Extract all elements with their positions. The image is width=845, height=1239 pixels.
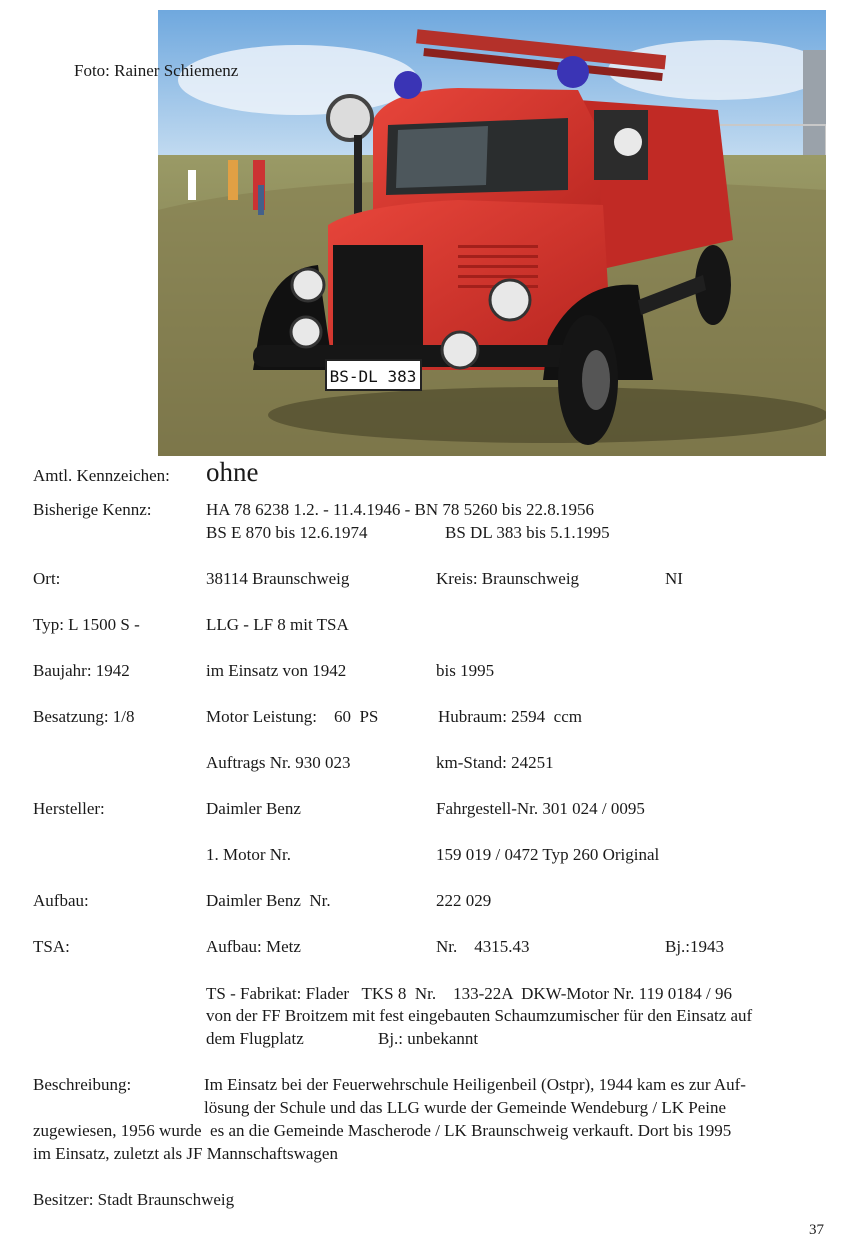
fahrgestell-nr: Fahrgestell-Nr. 301 024 / 0095 [436,799,645,818]
typ-value: LLG - LF 8 mit TSA [206,615,349,634]
einsatz-bis: bis 1995 [436,661,495,680]
typ-label: Typ: L 1500 S - [33,615,140,634]
beschreibung-line1: Im Einsatz bei der Feuerwehrschule Heiligenbeil (Ostpr), 1944 kam es zur Auf- [204,1075,746,1094]
beschreibung-line4: im Einsatz, zuletzt als JF Mannschaftswagen [33,1144,338,1163]
motor-nr-value: 159 019 / 0472 Typ 260 Original [436,845,660,864]
ts-line2: von der FF Broitzem mit fest eingebauten Schaumzumischer für den Einsatz auf [206,1006,753,1025]
land-value: NI [665,569,683,588]
ort-value: 38114 Braunschweig [206,569,350,588]
tsa-label: TSA: [33,937,70,956]
baujahr-label: Baujahr: 1942 [33,661,130,680]
tsa-nr: Nr. 4315.43 [436,937,530,956]
beschreibung-line3: zugewiesen, 1956 wurde es an die Gemeinde Mascherode / LK Braunschweig verkauft. Dort bis 1995 [33,1121,732,1140]
motor-nr-label: 1. Motor Nr. [206,845,291,864]
besitzer: Besitzer: Stadt Braunschweig [33,1190,235,1209]
kennzeichen-label: Amtl. Kennzeichen: [33,466,170,485]
bisherige-label: Bisherige Kennz: [33,500,152,519]
hersteller-value: Daimler Benz [206,799,301,818]
beschreibung-line2: lösung der Schule und das LLG wurde der Gemeinde Wendeburg / LK Peine [204,1098,727,1117]
ts-line1: TS - Fabrikat: Flader TKS 8 Nr. 133-22A DKW-Motor Nr. 119 0184 / 96 [206,984,733,1003]
bisherige-line2b: BS DL 383 bis 5.1.1995 [445,523,610,542]
photo-credit: Foto: Rainer Schiemenz [74,61,239,80]
ts-line3a: dem Flugplatz [206,1029,304,1048]
aufbau-value: Daimler Benz Nr. [206,891,331,910]
einsatz-value: im Einsatz von 1942 [206,661,347,680]
besatzung-label: Besatzung: 1/8 [33,707,135,726]
auftrags-nr: Auftrags Nr. 930 023 [206,753,351,772]
kreis-value: Kreis: Braunschweig [436,569,580,588]
bisherige-line2a: BS E 870 bis 12.6.1974 [206,523,368,542]
beschreibung-label: Beschreibung: [33,1075,132,1094]
ts-line3b: Bj.: unbekannt [378,1029,479,1048]
page-number: 37 [809,1222,824,1238]
license-plate: BS-DL 383 [329,367,417,386]
aufbau-nr: 222 029 [436,891,492,910]
ort-label: Ort: [33,569,61,588]
hersteller-label: Hersteller: [33,799,105,818]
fire-truck-photo [158,10,826,456]
hubraum: Hubraum: 2594 ccm [438,707,582,726]
kennzeichen-value: ohne [206,457,259,487]
bisherige-line1: HA 78 6238 1.2. - 11.4.1946 - BN 78 5260 bis 22.8.1956 [206,500,595,519]
tsa-bj: Bj.:1943 [665,937,725,956]
tsa-aufbau: Aufbau: Metz [206,937,301,956]
km-stand: km-Stand: 24251 [436,753,554,772]
aufbau-label: Aufbau: [33,891,89,910]
motor-leistung: Motor Leistung: 60 PS [206,707,379,726]
